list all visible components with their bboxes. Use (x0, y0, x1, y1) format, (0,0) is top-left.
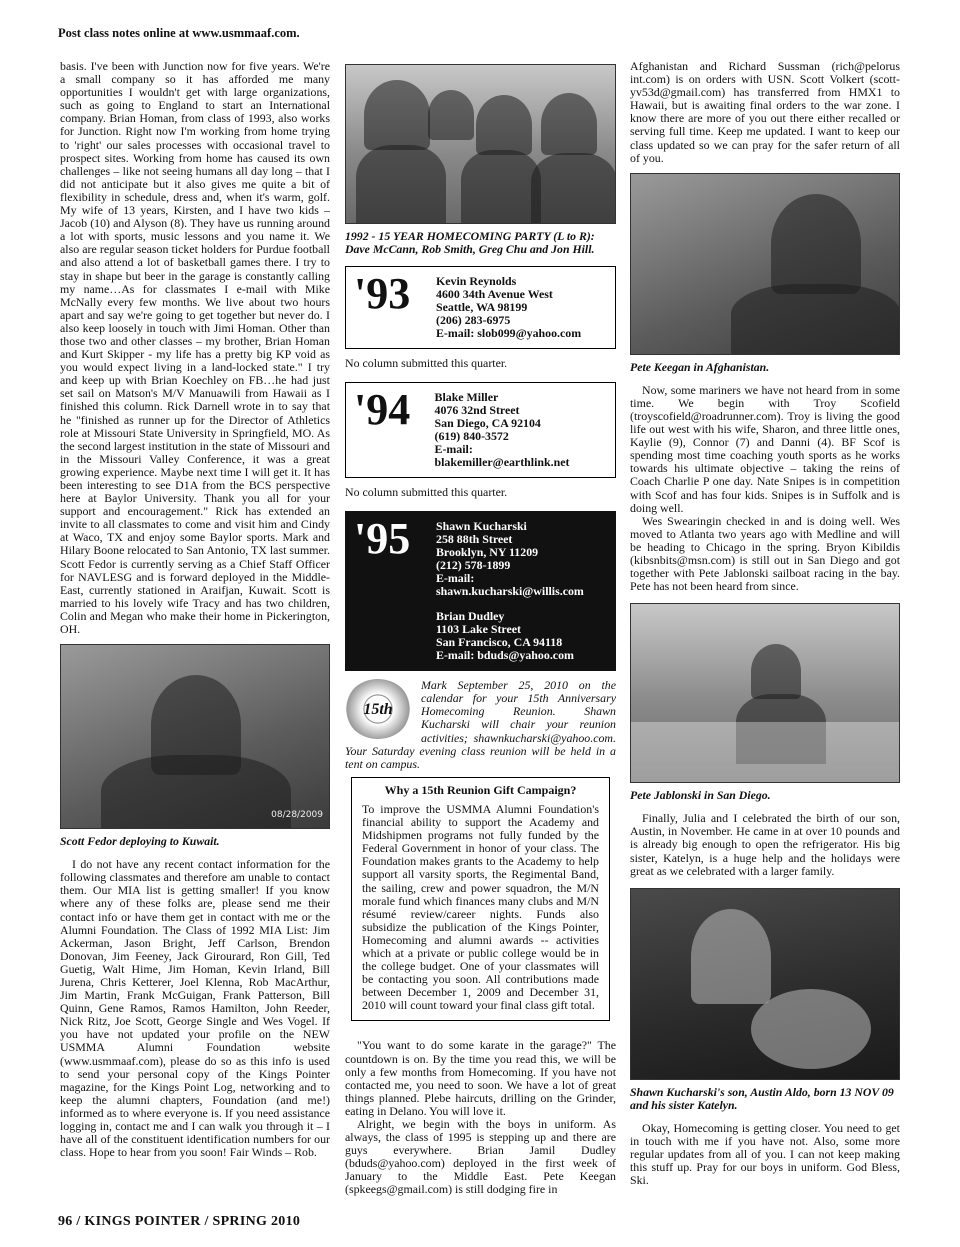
photo-date-stamp: 08/28/2009 (271, 810, 323, 821)
contact-email: E-mail: blakemiller@earthlink.net (434, 442, 570, 470)
column-2 (345, 60, 616, 1197)
running-header: Post class notes online at www.usmmaaf.com. (58, 26, 300, 40)
body-paragraph: "You want to do some karate in the garage?" The countdown is on. By the time you read this, we will be only a few months from Homecoming. If you have not contacted me, you need to soon. We have a lot of great things planned. Plebe haircuts, drilling on the Grinder, eating in Delano. You will love it. (345, 1038, 616, 1118)
contact-email: shawn.kucharski@willis.com (436, 584, 584, 599)
contact-name: Brian Dudley (436, 609, 505, 624)
class-contact-info (436, 275, 581, 340)
contact-name: Blake Miller (434, 390, 499, 405)
body-paragraph: Wes Swearingin checked in and is doing well. Wes moved to Atlanta two years ago with Medline and will be heading to Chicago in the spring. Bryon Kibildis (kibsnbits@msn.com) is still out in San Diego and got together with Pete Jablonski sailboat racing in the bay. Pete has not been heard from since. (630, 513, 900, 594)
body-paragraph: I do not have any recent contact information for the following classmates and therefore am unable to contact them. Our MIA list is getting smaller! If you know where any of these folks are, please send me their contact info or have them get in contact with me or the Alumni Foundation. The Class of 1992 MIA List: Jim Ackerman, Jason Bright, Jeff Carlson, Brendon Donovan, Jim Feeney, Jack Girourard, Ron Gill, Ted Guetig, Walt Hime, Jim Homan, Kevin Irland, Bill Jurena, Chris Ketterer, Joel Klenna, Rob MacArthur, Jim Martin, Frank McGuigan, Frank Patterson, Bill Quinn, Gene Ramos, Ramos Hamilton, John Reeder, Nick Ritz, Joe Scott, George Single and Wes Vogel. If you have not updated your profile on the NEW USMMA Alumni Foundation website (www.usmmaaf.com), please do so as this info is used to send your personal copy of the Kings Pointer magazine, for the Kings Point Log, networking and to keep the alumni chapters, Foundation (and me!) informed as to where everyone is. If you need assistance logging in, contact me and I can walk you through it – I have all of the constituent identification numbers for our class. Hope to hear from you soon! Fair Winds – Rob. (60, 857, 330, 1160)
class-year: '94 (354, 385, 411, 435)
body-paragraph: Now, some mariners we have not heard from in some time. We begin with Troy Scofield (troyscofield@roadrunner.com). Troy is living the good life out west with his wife, Sharon, and three little ones, Kaylie (9), Connor (7) and Danni (4). BF Scof is spending most time coaching youth sports as he works towards his ultimate objective – taking the reins of Coach Charlie P one day. Nate Snipes is in competition with Scof and has four kids. Snipes is in Suffolk and is doing well. (630, 382, 900, 515)
body-paragraph: Afghanistan and Richard Sussman (rich@pelorus int.com) is on orders with USN. Scott Volkert (scott-yv53d@gmail.com) has transferred from HMX1 to Hawaii, but is awaiting final orders to the war zone. I know there are more of you out there either recalled or serving full time. Keep me updated. I want to keep our class updated so we can pray for the safer return of all of you. (630, 59, 900, 165)
photo-katelyn-austin (630, 888, 900, 1080)
class-year: '95 (354, 514, 411, 564)
contact-street: 258 88th Street (436, 532, 513, 547)
contact-city: Seattle, WA 98199 (436, 300, 528, 314)
contact-name: Shawn Kucharski (436, 519, 527, 534)
photo-caption: Shawn Kucharski's son, Austin Aldo, born 13 NOV 09 and his sister Katelyn. (630, 1084, 894, 1112)
photo-scott-fedor (60, 644, 330, 829)
contact-phone: (212) 578-1899 (436, 558, 511, 573)
body-paragraph: Finally, Julia and I celebrated the birth of our son, Austin, in November. He came in at over 10 pounds and is already big enough to open the refrigerator. His big sister, Katelyn, is a huge help and the holidays were great as we celebrated with a larger family. (630, 811, 900, 878)
no-column-note: No column submitted this quarter. (345, 356, 508, 370)
gift-campaign-title: Why a 15th Reunion Gift Campaign? (384, 782, 577, 797)
reunion-text: Mark September 25, 2010 on the calendar for your 15th Anniversary Homecoming Reunion. Shawn Kucharski will chair your reunion activities; shawnkucharski@yahoo.com. Your Saturday evening class reunion will be held in a tent on campus. (345, 679, 616, 771)
no-column-note: No column submitted this quarter. (345, 485, 508, 500)
class-1994-contact-box (345, 382, 616, 478)
contact-city: Brooklyn, NY 11209 (436, 545, 539, 560)
page-footer: 96 / KINGS POINTER / SPRING 2010 (58, 1214, 301, 1229)
photo-caption: Pete Keegan in Afghanistan. (630, 359, 770, 374)
contact-phone: (619) 840-3572 (434, 429, 509, 444)
contact-street: 4076 32nd Street (434, 403, 520, 418)
body-paragraph: Alright, we begin with the boys in uniform. As always, the class of 1995 is stepping up and there are guys everywhere. Brian Jamil Dudley (bduds@yahoo.com) deployed in the first week of January to the Middle East. Pete Keegan (spkeegs@gmail.com) is still dodging fire in (345, 1117, 616, 1197)
column-3 (630, 60, 900, 1187)
class-year: '93 (354, 269, 411, 318)
gift-campaign-box (351, 777, 610, 1022)
photo-pete-keegan (630, 173, 900, 355)
contact-email-label: E-mail: (436, 571, 475, 586)
contact-city: San Diego, CA 92104 (434, 416, 541, 431)
photo-caption: Pete Jablonski in San Diego. (630, 788, 771, 803)
contact-email: E-mail: bduds@yahoo.com (436, 648, 574, 663)
class-contact-info (435, 391, 607, 469)
reunion-notice (345, 679, 616, 771)
photo-pete-jablonski (630, 603, 900, 783)
contact-street: 4600 34th Avenue West (436, 287, 553, 301)
contact-city: San Francisco, CA 94118 (436, 635, 563, 650)
photo-homecoming-party (345, 64, 616, 224)
contact-street: 1103 Lake Street (436, 622, 521, 637)
class-contact-info (436, 520, 584, 662)
body-paragraph: basis. I've been with Junction now for five years. We're a small company so it has afforded me many opportunities I wouldn't get with large organizations, such as going to England to start an International company. Brian Homan, from class of 1993, also works for Junction. Right now I'm working from home trying to 'right' our sales processes with occasional travel to prospect sites. Working from home has caused its own challenges – like not seeing humans all day long – that I did not anticipate but it also gives me quite a bit of flexibility in schedule, dress and, when it's warm, golf. My wife of 13 years, Kirsten, and I have two kids – Jacob (10) and Alyson (8). They have us running around a lot with sports, music lessons and you name it. We also are regular season ticket holders for Purdue football and also attend a lot of basketball games there. I try to stay in shape but beer in the garage is constantly calling my name…As for classmates I e-mail with Mike McNally every few months. We live about two hours apart and say we're going to get together but never do. I also keep loosely in touch with Jimi Homan. Other than those two and other classes – my brother, Brian Homan and Kurt Skipper - my life has a pretty big KP void as you would expect living in a land-locked state." I try and keep up with Brian Koechley on FB…he had just set sail on Matson's M/V Manuawili from Hawaii as I finished this column. Rick Darnell wrote in to say that he "finished as runner up for the Director of Athletics role at Missouri State University in Springfield, MO. As the second largest institution in the state of Missouri and in the Missouri Valley Conference, it was a great growing experience. Maybe next time I will get it. It has been interesting to see D1A from the BCS perspective here at Baylor University. Thank you all for your support and encouragement." Rick has extended an invite to all classmates to come and visit him and Cindy at Waco, TX and enjoy some Baylor sports. Mark and Hilary Boone relocated to San Antonio, TX last summer. Scott Fedor is currently serving as a Chief Staff Officer for NAVLESG and is forward deployed in the Middle-East, currently stationed in Araifjan, Kuwait. Scott is married to his lovely wife Tracy and has two children, Colin and Megan who make their home in Pickerington, OH. (60, 59, 330, 637)
column-1 (60, 60, 330, 1159)
contact-name: Kevin Reynolds (436, 274, 517, 288)
class-1993-contact-box (345, 266, 616, 349)
contact-email: E-mail: slob099@yahoo.com (436, 326, 582, 340)
gift-campaign-body: To improve the USMMA Alumni Foundation's financial ability to support the Academy and Midshipmen programs not fully funded by the Federal Government in honor of your class. The Foundation makes grants to the Academy to help support all varsity sports, the Regimental Band, the sailing, crew and power squadron, the M/N morale fund which finances many clubs and M/N résumé review/career nights. Funds also subsidize the publication of the Kings Pointer, Homecoming and alumni awards -- activities which at a private or public college would be in the college budget. One of your classmates will be contacting you soon. All contributions made between December 1, 2009 and December 31, 2010 will count toward your final class gift total. (362, 801, 599, 1013)
photo-caption: Scott Fedor deploying to Kuwait. (60, 834, 220, 849)
photo-caption: 1992 - 15 YEAR HOMECOMING PARTY (L to R): Dave McCann, Rob Smith, Greg Chu and Jon Hill. (345, 229, 595, 256)
body-paragraph: Okay, Homecoming is getting closer. You need to get in touch with me if you have not. Also, some more regular updates from all of you. I can not keep making this stuff up. Pray for our boys in uniform. God Bless, Ski. (630, 1120, 900, 1188)
contact-phone: (206) 283-6975 (436, 313, 511, 327)
15th-reunion-logo: 15th (345, 679, 411, 739)
class-1995-contact-box (345, 511, 616, 671)
